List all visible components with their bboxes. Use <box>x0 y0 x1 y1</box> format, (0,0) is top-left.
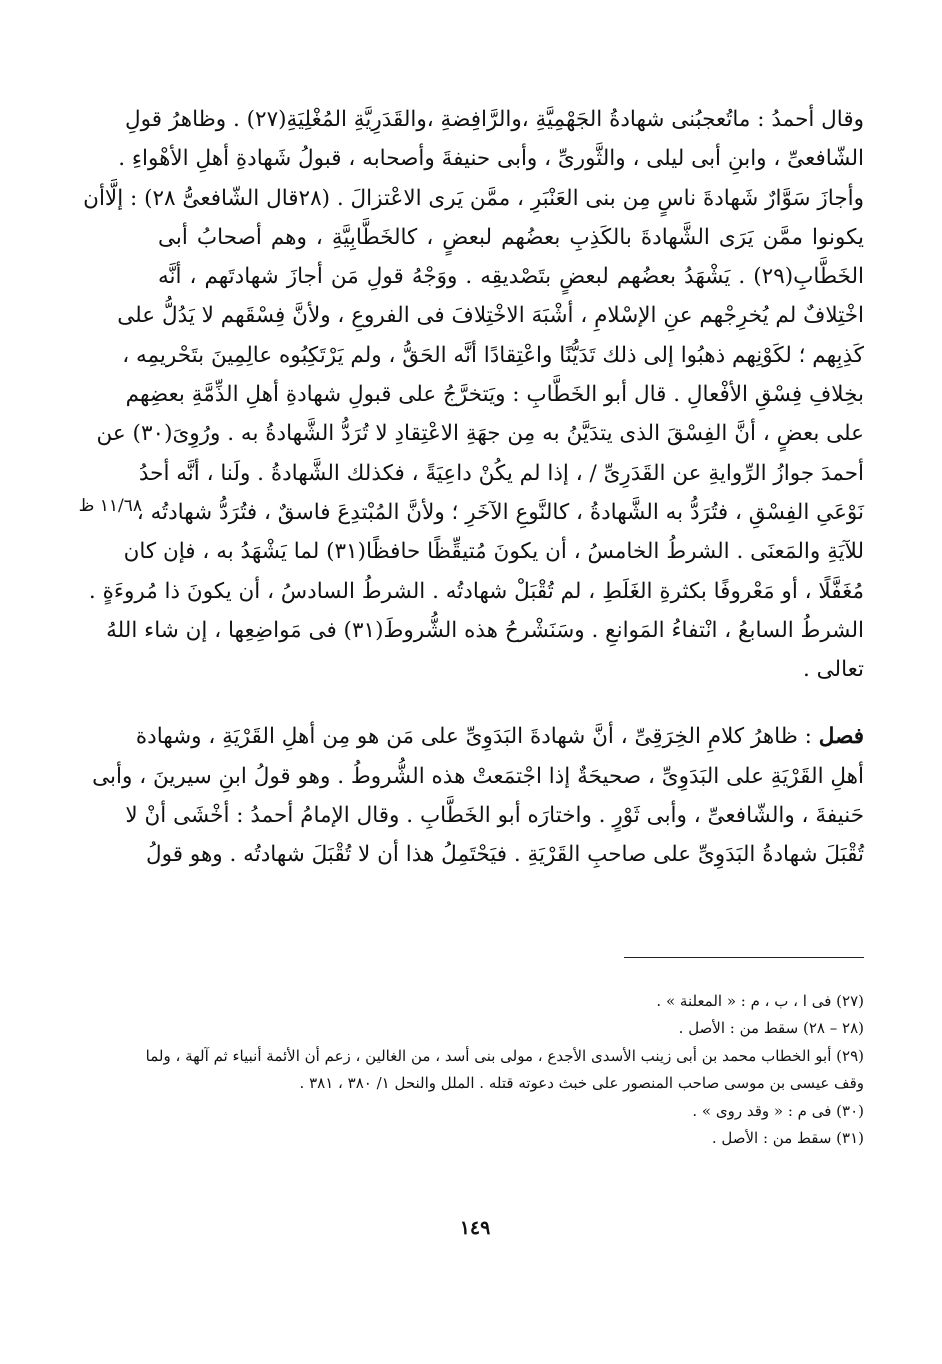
text-line: اخْتِلافٌ لم يُخرِجْهم عنِ الإسْلامِ ، أشْبَهَ الاخْتِلافَ فى الفروعِ ، ولأنَّ فِسْقَهم لا يَدُلُّ على <box>117 303 864 329</box>
footnote: (٢٨ – ٢٨) سقط من : الأصل . <box>678 1019 864 1038</box>
footnote: (٢٩) أبو الخطاب محمد بن أبى زينب الأسدى الأجدع ، مولى بنى أسد ، من الغالين ، زعم أن الأئمة أنبياء ثم آلهة ، ولما <box>145 1046 864 1065</box>
text-line: الشّافعىِّ ، وابنِ أبى ليلى ، والثَّورىِّ ، وأبى حنيفةَ وأصحابه ، قبولُ شَهادةِ أهلِ الأهْواءِ . <box>118 146 864 172</box>
text-line: على بعضٍ ، أنَّ الفِسْقَ الذى يتدَيَّنُ به مِن جهَةِ الاعْتِقادِ لا تُرَدُّ الشَّهادةُ به . ورُوِىَ(٣٠) عن <box>96 421 864 447</box>
footnote: (٢٧) فى ا ، ب ، م : « المعلنة » . <box>656 992 864 1010</box>
section-first-line <box>135 717 864 756</box>
footnote: وقف عيسى بن موسى صاحب المنصور على خبث دعوته قتله . الملل والنحل ١/ ٣٨٠ ، ٣٨١ . <box>299 1074 864 1093</box>
text-line: يكونوا ممَّن يَرَى الشَّهادةَ بالكَذِبِ بعضُهم لبعضٍ ، كالخَطَّابِيَّةِ ، وهم أصحابُ أبى <box>158 224 864 250</box>
manuscript-folio-note: ١١/٦٨ ظ <box>78 496 142 516</box>
text-line: وأجازَ سَوَّارٌ شَهادةَ ناسٍ مِن بنى العَنْبَرِ ، ممَّن يَرى الاعْتزالَ . (٢٨قال الشّافعىُّ ٢٨) : إلَّاأن <box>83 185 864 211</box>
footnote: (٣٠) فى م : « وقد روى » . <box>692 1101 864 1120</box>
section-label: فصل <box>818 724 864 750</box>
text-line: أحمدَ جوازُ الرِّوايةِ عن القَدَرِىِّ / ، إذا لم يكُنْ داعِيَةً ، فكذلك الشَّهادةُ . ولَنا ، أنَّه أحدُ <box>138 460 864 486</box>
footnote-divider <box>624 957 864 958</box>
text-line: أهلِ القَرْيَةِ على البَدَوِىِّ ، صحيحَةٌ إذا اجْتمَعتْ هذه الشُّروطُ . وهو قولُ ابنِ سيرينَ ، وأبى <box>92 763 864 789</box>
text-line: تُقْبَلَ شهادةُ البَدَوِىِّ على صاحبِ القَرْيَةِ . فيَحْتَمِلُ هذا أن لا تُقْبَلَ شهادتُه . وهو قولُ <box>146 842 864 868</box>
section-first-line-text: : ظاهرُ كلامِ الخِرَقِىِّ ، أنَّ شهادةَ البَدَوِىِّ على مَن هو مِن أهلِ القَرْيَةِ ، وشهادة <box>135 724 812 750</box>
text-line: تعالى . <box>802 657 864 683</box>
text-line: مُغَفَّلًا ، أو مَعْروفًا بكثرةِ الغَلَطِ ، لم تُقْبَلْ شهادتُه . الشرطُ السادسُ ، أن يكونَ ذا مُروءَةٍ . <box>88 578 864 604</box>
footnotes <box>145 988 864 1152</box>
footnote: (٣١) سقط من : الأصل . <box>711 1129 864 1148</box>
text-line: الخَطَّابِ(٢٩) . يَشْهَدُ بعضُهم لبعضٍ بتَصْديقِه . ووَجْهُ قولِ مَن أجازَ شهادتَهم ، أنَّه <box>158 264 864 290</box>
page-number: ١٤٩ <box>459 1217 491 1239</box>
text-line: حَنيفةَ ، والشّافعىِّ ، وأبى ثَوْرٍ . واختارَه أبو الخَطَّابِ . وقال الإمامُ أحمدُ : أخْشَى أنْ لا <box>125 803 864 829</box>
text-line: نَوْعَىِ الفِسْقِ ، فتُرَدُّ به الشَّهادةُ ، كالنَّوعِ الآخَرِ ؛ ولأنَّ المُبْتدِعَ فاسقٌ ، فتُرَدُّ شهادتُه ، <box>136 499 864 525</box>
text-line: للآيَةِ والمَعنَى . الشرطُ الخامسُ ، أن يكونَ مُتيقِّظًا حافظًا(٣١) لما يَشْهَدُ به ، فإن كان <box>123 539 864 565</box>
text-line: كَذِبِهم ؛ لكَوْنِهم ذهبُوا إلى ذلك تَدَيُّنًا واعْتِقادًا أنَّه الحَقُّ ، ولم يَرْتَكِبُوه عالِمِينَ بتَحْريمِه ، <box>122 342 864 368</box>
paragraph-gap <box>158 689 864 717</box>
text-line: بخِلافِ فِسْقِ الأفْعالِ . قال أبو الخَطَّابِ : ويَتخرَّجُ على قبولِ شهادةِ أهلِ الذِّمَّةِ بعضِهم <box>125 382 864 408</box>
text-line: وقال أحمدُ : ماتُعجبُنى شهادةُ الجَهْمِيَّةِ ،والرَّافِضةِ ،والقَدَرِيَّةِ المُغْلِيَةِ(٢٧) . وظاهرُ قولِ <box>125 107 864 132</box>
text-line: الشرطُ السابعُ ، انْتفاءُ المَوانعِ . وسَنَشْرحُ هذه الشُّروطَ(٣١) فى مَواضِعِها ، إن شاء اللهُ <box>106 617 864 643</box>
